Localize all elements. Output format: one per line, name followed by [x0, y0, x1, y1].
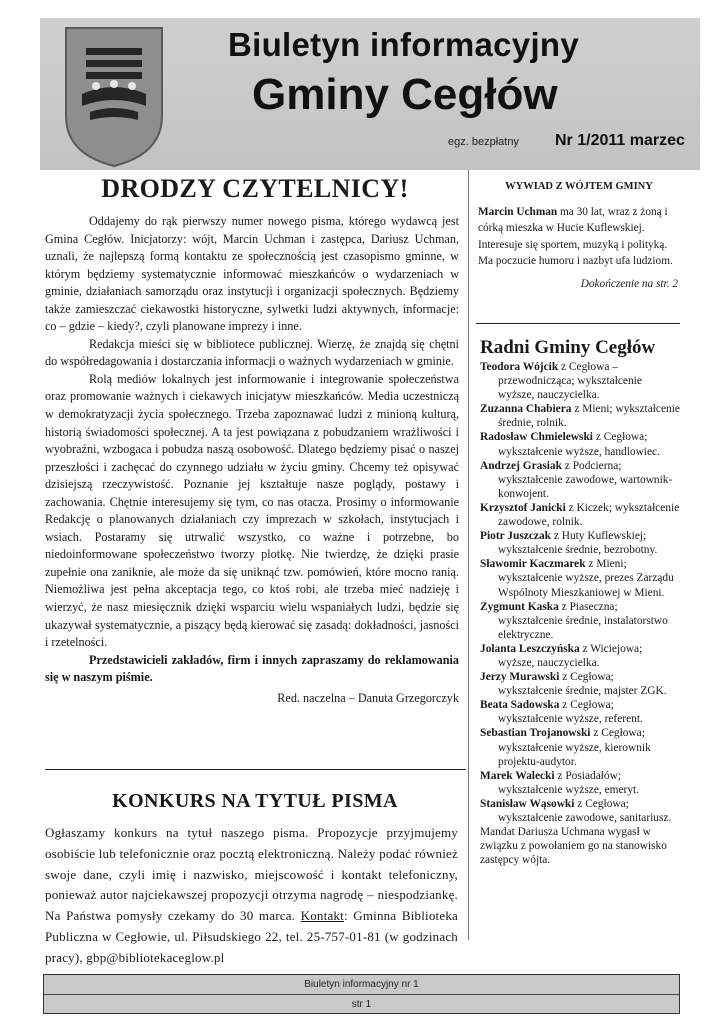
list-item: [480, 698, 680, 726]
member-name: Stanisław Wąsowki: [480, 797, 575, 810]
editor-signature: Red. naczelna – Danuta Grzegorczyk: [277, 690, 459, 705]
editorial-heading: DRODZY CZYTELNICY!: [101, 174, 409, 203]
member-info: z Wiciejowa; wyższe, nauczycielka.: [498, 642, 643, 669]
section-divider: [476, 323, 680, 324]
advertising-invitation: Przedstawicieli zakładów, firm i innych zapraszamy do reklamowania się w naszym piśmie.: [45, 652, 459, 685]
member-name: Zygmunt Kaska: [480, 600, 559, 613]
municipality-title: Gminy Cegłów: [252, 70, 558, 119]
editorial-paragraph: Oddajemy do rąk pierwszy numer nowego pisma, którego wydawcą jest Gmina Cegłów. Inicjatorzy: wójt, Marcin Uchman i zastępca, Dariusz Uchman, uznali, że najlepszą formą kontaktu ze społecznością jest czasopismo gminne, w którym będziemy systematycznie informować mieszkańców o wydarzeniach w gminie, działaniach samorządu oraz instytucji i organizacji społecznych. Będziemy także zamieszczać ciekawostki historyczne, sylwetki ludzi aktywnych, informacje: co – gdzie – kiedy?, czyli planowane imprezy i inne.: [45, 214, 459, 334]
council-list: [480, 360, 680, 867]
member-info: z Cegłowa; wykształcenie wyższe, handlowiec.: [498, 431, 660, 458]
list-item: [480, 430, 680, 458]
list-item: [480, 557, 680, 599]
interview-text: ma 30 lat, wraz z żoną i córką mieszka w Hucie Kuflewskiej. Interesuje się sportem, muzyką i polityką. Ma poczucie humoru i nazbyt ufa ludziom.: [478, 206, 673, 268]
column-divider: [468, 170, 469, 940]
member-name: Piotr Juszczak: [480, 530, 551, 543]
issue-number: Nr 1/2011 marzec: [555, 132, 685, 149]
list-item: [480, 501, 680, 529]
contact-label: Kontakt: [300, 908, 344, 924]
member-info: z Huty Kuflewskiej; wykształcenie średnie, bezrobotny.: [498, 530, 658, 557]
member-info: z Podcierna; wykształcenie zawodowe, wartownik-konwojent.: [498, 459, 673, 500]
council-note: Mandat Dariusza Uchmana wygasł w związku z powołaniem go na stanowisko zastępcy wójta.: [480, 826, 667, 867]
member-name: Marek Walecki: [480, 769, 555, 782]
contest-heading: KONKURS NA TYTUŁ PISMA: [112, 790, 398, 812]
member-name: Jolanta Leszczyńska: [480, 642, 580, 655]
contest-body: Ogłaszamy konkurs na tytuł naszego pisma. Propozycje przyjmujemy osobiście lub telefonicznie oraz pocztą elektroniczną. Należy podać również swoje dane, czyli imię i nazwisko, miejscowość i kontakt telefoniczny, ponieważ autor najciekawszej propozycji otrzyma nagrodę – niespodziankę. Na Państwa pomysły czekamy do 30 marca.: [45, 825, 458, 924]
member-info: z Mieni; wykształcenie średnie, rolnik.: [498, 403, 680, 430]
member-info: z Cegłowa; wykształcenie zawodowe, sanitariusz.: [498, 797, 672, 824]
footer-title: Biuletyn informacyjny nr 1: [304, 979, 419, 990]
member-info: z Piaseczna; wykształcenie średnie, instalatorstwo elektryczne.: [498, 600, 668, 641]
list-item: [480, 670, 680, 698]
coat-of-arms-icon: [62, 24, 166, 168]
member-name: Krzysztof Janicki: [480, 501, 566, 514]
contact-details: : Gminna Biblioteka Publiczna w Cegłowie, ul. Piłsudskiego 22, tel. 25-757-01-81 (w godzinach pracy), gbp@bibliotekaceglow.pl: [45, 908, 459, 965]
free-copy-label: egz. bezpłatny: [448, 136, 519, 148]
interview-teaser: [478, 204, 678, 292]
header-banner: [40, 18, 700, 170]
member-info: z Cegłowa; wykształcenie wyższe, kierownik projektu-audytor.: [498, 727, 651, 768]
member-info: z Kiczek; wykształcenie zawodowe, rolnik.: [498, 501, 680, 529]
list-item: [480, 402, 680, 430]
member-name: Jerzy Murawski: [480, 671, 560, 684]
editorial-article: [45, 213, 459, 707]
member-info: z Mieni; wykształcenie wyższe, prezes Zarządu Wspólnoty Mieszkaniowej w Mieni.: [498, 558, 674, 599]
list-item: [480, 529, 680, 557]
member-name: Sławomir Kaczmarek: [480, 558, 586, 571]
member-name: Beata Sadowska: [480, 699, 560, 712]
member-name: Andrzej Grasiak: [480, 459, 562, 472]
list-item: [480, 642, 680, 670]
member-name: Zuzanna Chabiera: [480, 403, 572, 416]
mayor-name: Marcin Uchman: [478, 206, 558, 218]
list-item: [480, 726, 680, 768]
member-name: Sebastian Trojanowski: [480, 727, 591, 740]
list-item: [480, 769, 680, 797]
contest-text: [45, 823, 458, 969]
interview-heading: WYWIAD Z WÓJTEM GMINY: [505, 181, 653, 192]
continued-note: Dokończenie na str. 2: [580, 277, 678, 290]
list-item: [480, 600, 680, 642]
editorial-paragraph: Rolą mediów lokalnych jest informowanie i integrowanie społeczeństwa oraz promowanie ważnych i ciekawych inicjatyw mieszkańców. Media uczestniczą w demokratyzacji życia społecznego. Trzeba zapoznawać ludzi z minioną kulturą, historią świadomości społecznej. A ta jest powiązana z pobudzaniem wrażliwości i wyobraźni, wzbogaca i pobudza naszą osobowość. Dlatego będziemy pisać o naszej przeszłości i zachęcać do czynnego udziału w życiu gminy. Chcemy też opisywać dzisiejszą rzeczywistość. Poznanie jej kształtuje nasze poglądy, postawy i zachowania. Chętnie interesujemy się tym, co nas otacza. Prosimy o informowanie Redakcję o planowanych działaniach czy imprezach w szkołach, instytucjach i wsiach. Postaramy się utrwalić wszystko, co ważne i potrzebne, bo niedoinformowane społeczeństwo tworzy plotkę. Nie twierdzę, że dzięki prasie zupełnie ona zaniknie, ale może da się uniknąć tzw. pomówień, które mocno ranią. Niemożliwa jest pełna akceptacja tego, co ktoś robi, ale trzeba mieć nadzieję i wierzyć, że nasz miesięcznik dzięki wsparciu wielu wspaniałych ludzi, będzie się ukazywał systematycznie, a piszący będą kierować się zasadą: dokładności, jasności i rzetelności.: [45, 371, 459, 650]
council-heading: Radni Gminy Cegłów: [480, 337, 656, 358]
list-item: [480, 459, 680, 501]
member-name: Teodora Wójcik: [480, 361, 559, 373]
member-info: z Cegłowa – przewodnicząca; wykształcenie wyższe, nauczycielka.: [498, 361, 642, 402]
list-item: [480, 360, 680, 402]
member-info: z Posiadałów; wykształcenie wyższe, emeryt.: [498, 769, 640, 796]
list-item: [480, 797, 680, 825]
page-number: str 1: [44, 994, 679, 1013]
editorial-paragraph: Redakcja mieści się w bibliotece publicznej. Wierzę, że znajdą się chętni do współredagowania i dostarczania informacji o ważnych wydarzeniach w gminie.: [45, 336, 459, 369]
newsletter-title: Biuletyn informacyjny: [228, 26, 580, 63]
member-info: z Cegłowa; wykształcenie średnie, majster ZGK.: [498, 671, 667, 698]
page-footer: [43, 974, 680, 1014]
section-divider: [45, 769, 466, 770]
member-info: z Cegłowa; wykształcenie wyższe, referent.: [498, 699, 643, 726]
member-name: Radosław Chmielewski: [480, 431, 593, 444]
